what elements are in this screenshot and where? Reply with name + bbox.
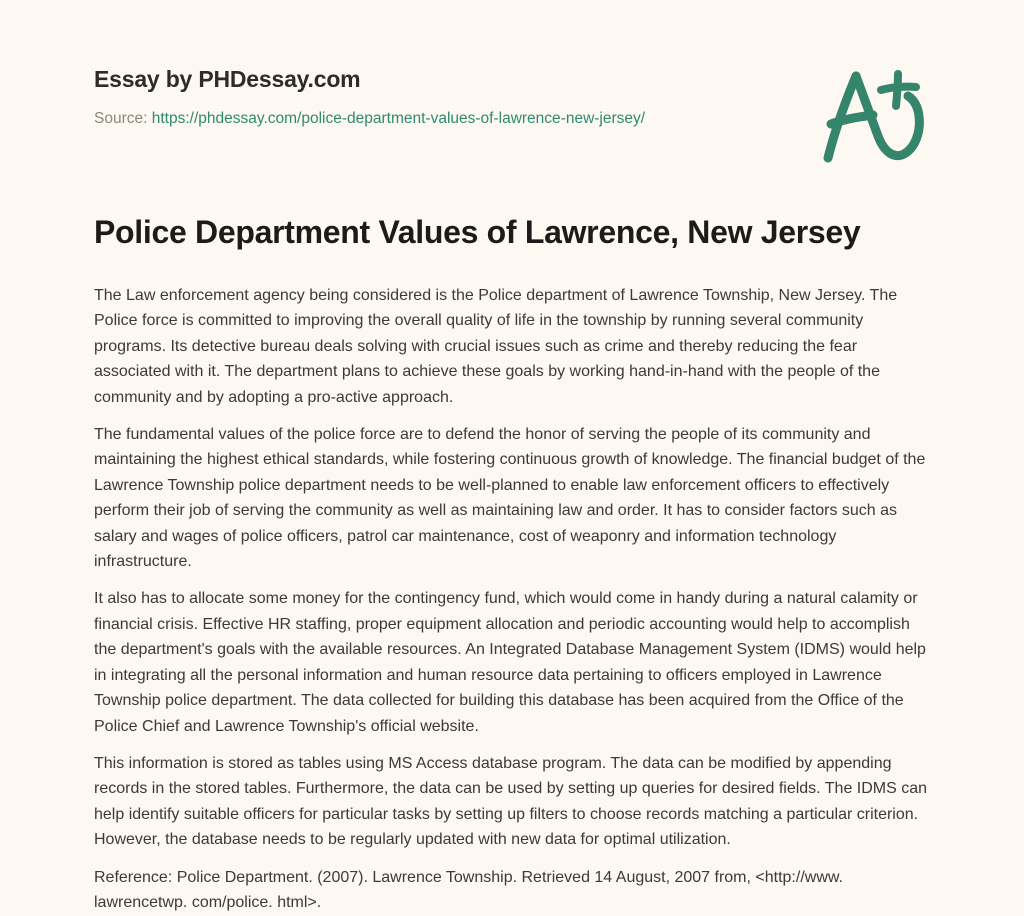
paragraph-4: This information is stored as tables using MS Access database program. The data can be modified by appending records in the stored tables. Furthermore, the data can be used by setting up queries for desired fields. The IDMS can help identify suitable officers for particular tasks by setting up filters to choose records matching a particular criterion. However, the database needs to be regularly updated with new data for optimal utilization. [94,754,928,849]
paragraph-3: It also has to allocate some money for the contingency fund, which would come in handy during a natural calamity or financial crisis. Effective HR staffing, proper equipment allocation and periodic accounting would help to accomplish the department's goals with the available resources. An Integrated Database Management System (IDMS) would help in integrating all the personal information and human resource data pertaining to officers employed in Lawrence Township police department. The data collected for building this database has been acquired from the Office of the Police Chief and Lawrence Township's official website. [94,590,926,735]
paragraph-1: The Law enforcement agency being considered is the Police department of Lawrence Township, New Jersey. The Police force is committed to improving the overall quality of life in the township by running several community programs. Its detective bureau deals solving with crucial issues such as crime and thereby reducing the fear associated with it. The department plans to achieve these goals by working hand-in-hand with the people of the community and by adopting a pro-active approach. [94,287,898,406]
brand-title: Essay by PHDessay.com [94,66,361,92]
page-title: Police Department Values of Lawrence, New Jersey [94,214,861,250]
essay-body [94,283,932,915]
source-url-link[interactable]: https://phdessay.com/police-department-values-of-lawrence-new-jersey/ [151,109,646,127]
phdessay-a-plus-logo [812,62,942,170]
source-label: Source: [94,109,148,127]
reference-line: Reference: Police Department. (2007). Lawrence Township. Retrieved 14 August, 2007 from, <http://www. lawrencetwp. com/police. html>. [94,868,843,911]
paragraph-2: The fundamental values of the police force are to defend the honor of serving the people of its community and maintaining the highest ethical standards, while fostering continuous growth of knowledge. The financial budget of the Lawrence Township police department needs to be well-planned to enable law enforcement officers to effectively perform their job of serving the community as well as maintaining law and order. It has to consider factors such as salary and wages of police officers, patrol car maintenance, cost of weaponry and information technology infrastructure. [94,426,926,571]
a-plus-icon [812,62,942,170]
